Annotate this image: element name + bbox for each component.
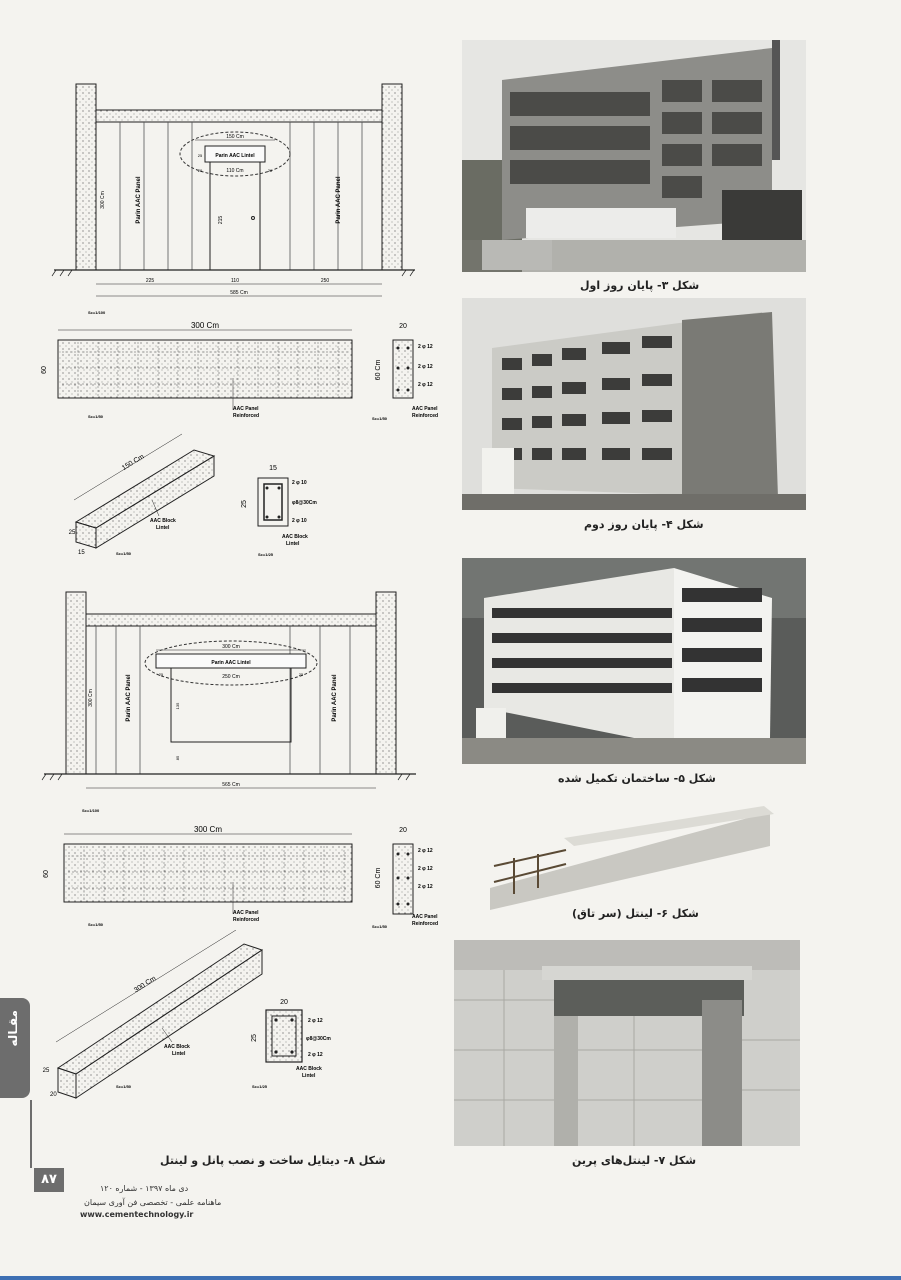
bottom-color-strip: [0, 1276, 901, 1280]
svg-text:565 Cm: 565 Cm: [222, 782, 240, 788]
section-drawing-2: [368, 822, 452, 932]
svg-text:25: 25: [298, 672, 304, 677]
svg-text:Lintel: Lintel: [302, 1073, 316, 1079]
svg-text:15: 15: [78, 550, 85, 556]
svg-text:Lintel: Lintel: [172, 1051, 186, 1057]
svg-text:AAC Panel: AAC Panel: [412, 406, 438, 412]
svg-text:300 Cm: 300 Cm: [100, 191, 106, 209]
svg-text:Sc=1/25: Sc=1/25: [258, 552, 274, 557]
svg-text:Sc=1/50: Sc=1/50: [88, 414, 104, 419]
svg-text:250: 250: [320, 278, 330, 284]
svg-text:2 φ 12: 2 φ 12: [308, 1018, 323, 1024]
svg-text:Sc=1/25: Sc=1/25: [252, 1084, 268, 1089]
photo-fig3-building-day1: [462, 40, 806, 272]
svg-text:25: 25: [68, 530, 76, 536]
svg-text:110: 110: [231, 278, 239, 284]
fig5-caption: شکل ۵- ساختمان تکمیل شده: [558, 772, 716, 785]
journal-url[interactable]: www.cementechnology.ir: [80, 1210, 194, 1219]
svg-text:60: 60: [43, 870, 50, 878]
svg-text:20: 20: [50, 1092, 57, 1098]
lintel-iso-drawing-2: [36, 930, 276, 1100]
fig8-caption: شکل ۸- دیتایل ساخت و نصب پانل و لینتل: [160, 1154, 386, 1167]
elevation-drawing-1: [40, 80, 420, 320]
section-tab: [0, 998, 30, 1098]
elev1-panel-right: Parin AAC Panel: [336, 176, 342, 224]
elev2-span: 300 Cm: [222, 644, 240, 650]
panel2-length: 300 Cm: [193, 825, 223, 834]
svg-text:60 Cm: 60 Cm: [375, 359, 382, 381]
svg-text:Sc=1/100: Sc=1/100: [88, 310, 106, 315]
fig4-caption: شکل ۴- پایان روز دوم: [584, 518, 704, 531]
svg-text:Reinforced: Reinforced: [412, 921, 439, 927]
svg-text:2 φ 12: 2 φ 12: [418, 344, 433, 350]
svg-text:Sc=1/100: Sc=1/100: [82, 808, 100, 813]
svg-text:20: 20: [267, 168, 273, 173]
svg-text:60: 60: [41, 366, 48, 374]
svg-text:2 φ 12: 2 φ 12: [308, 1052, 323, 1058]
journal-name: ماهنامه علمی - تخصصی فن آوری سیمان: [84, 1198, 222, 1207]
svg-text:25: 25: [197, 153, 203, 158]
svg-text:25: 25: [158, 672, 164, 677]
svg-text:2 φ 10: 2 φ 10: [292, 480, 307, 486]
photo-fig7-parin-lintels: [454, 940, 800, 1146]
svg-text:15: 15: [269, 465, 277, 472]
panel-drawing-1: [38, 318, 360, 426]
svg-text:25: 25: [241, 500, 248, 508]
photo-fig6-lintel: [484, 802, 780, 912]
side-rule: [30, 1100, 32, 1168]
svg-text:Reinforced: Reinforced: [233, 917, 260, 923]
elevation-drawing-2: [40, 588, 420, 820]
svg-text:Lintel: Lintel: [156, 525, 170, 531]
svg-text:2 φ 10: 2 φ 10: [292, 518, 307, 524]
svg-text:20: 20: [399, 827, 407, 834]
photo-fig4-building-day2: [462, 298, 806, 510]
section-drawing-1: [368, 320, 452, 424]
svg-text:φ8@30Cm: φ8@30Cm: [292, 500, 317, 506]
svg-text:20: 20: [399, 323, 407, 330]
fig7-caption: شکل ۷- لینتل‌های پرین: [572, 1154, 697, 1167]
svg-text:AAC Panel: AAC Panel: [233, 406, 259, 412]
elev1-lintel: Parin AAC Lintel: [215, 153, 255, 159]
page-number: ۸۷: [34, 1168, 64, 1192]
svg-text:585 Cm: 585 Cm: [230, 290, 248, 296]
svg-text:AAC Block: AAC Block: [282, 534, 308, 540]
elev2-lintel: Parin AAC Lintel: [211, 660, 251, 666]
lintel-section-drawing-1: [236, 462, 346, 562]
svg-text:Reinforced: Reinforced: [233, 413, 260, 419]
svg-text:135: 135: [175, 702, 180, 710]
fig3-caption: شکل ۳- پایان روز اول: [580, 279, 700, 292]
svg-text:2 φ 12: 2 φ 12: [418, 364, 433, 370]
svg-text:150 Cm: 150 Cm: [120, 453, 146, 473]
svg-text:φ8@30Cm: φ8@30Cm: [306, 1036, 331, 1042]
elev1-panel-left: Parin AAC Panel: [136, 176, 142, 224]
svg-text:Sc=1/50: Sc=1/50: [116, 551, 132, 556]
svg-text:AAC Block: AAC Block: [296, 1066, 322, 1072]
svg-text:Sc=1/50: Sc=1/50: [88, 922, 104, 927]
svg-text:Sc=1/50: Sc=1/50: [116, 1084, 132, 1089]
panel1-length: 300 Cm: [190, 321, 220, 330]
svg-text:AAC Panel: AAC Panel: [412, 914, 438, 920]
svg-text:AAC Block: AAC Block: [164, 1044, 190, 1050]
elev2-panel-left: Parin AAC Panel: [126, 674, 132, 722]
svg-text:20: 20: [197, 168, 203, 173]
section-tab-label: مقـاله: [6, 1010, 20, 1047]
svg-text:300 Cm: 300 Cm: [88, 689, 94, 707]
svg-text:Lintel: Lintel: [286, 541, 300, 547]
svg-text:Sc=1/50: Sc=1/50: [372, 416, 388, 421]
svg-text:300 Cm: 300 Cm: [132, 975, 158, 995]
svg-text:2 φ 12: 2 φ 12: [418, 382, 433, 388]
svg-text:215: 215: [218, 215, 224, 225]
fig6-caption: شکل ۶- لینتل (سر تاق): [572, 907, 699, 920]
svg-text:Sc=1/50: Sc=1/50: [372, 924, 388, 929]
issue-info: دی ماه ۱۳۹۷ - شماره ۱۲۰: [100, 1184, 189, 1193]
svg-text:Reinforced: Reinforced: [412, 413, 439, 419]
photo-fig5-completed-building: [462, 558, 806, 764]
svg-text:AAC Panel: AAC Panel: [233, 910, 259, 916]
elev2-panel-right: Parin AAC Panel: [332, 674, 338, 722]
svg-text:2 φ 12: 2 φ 12: [418, 848, 433, 854]
svg-text:2 φ 12: 2 φ 12: [418, 884, 433, 890]
svg-text:AAC Block: AAC Block: [150, 518, 176, 524]
svg-text:250 Cm: 250 Cm: [222, 674, 240, 680]
elev1-span: 150 Cm: [226, 134, 244, 140]
svg-text:25: 25: [42, 1068, 50, 1074]
elev1-inner: 110 Cm: [226, 168, 244, 174]
svg-text:20: 20: [280, 999, 288, 1006]
svg-text:25: 25: [251, 1034, 258, 1042]
svg-text:85: 85: [175, 755, 180, 761]
lintel-iso-drawing-1: [64, 430, 234, 560]
svg-text:60 Cm: 60 Cm: [375, 867, 382, 889]
panel-drawing-2: [38, 822, 360, 930]
lintel-section-drawing-2: [246, 996, 356, 1092]
svg-text:225: 225: [145, 278, 155, 284]
svg-text:2 φ 12: 2 φ 12: [418, 866, 433, 872]
